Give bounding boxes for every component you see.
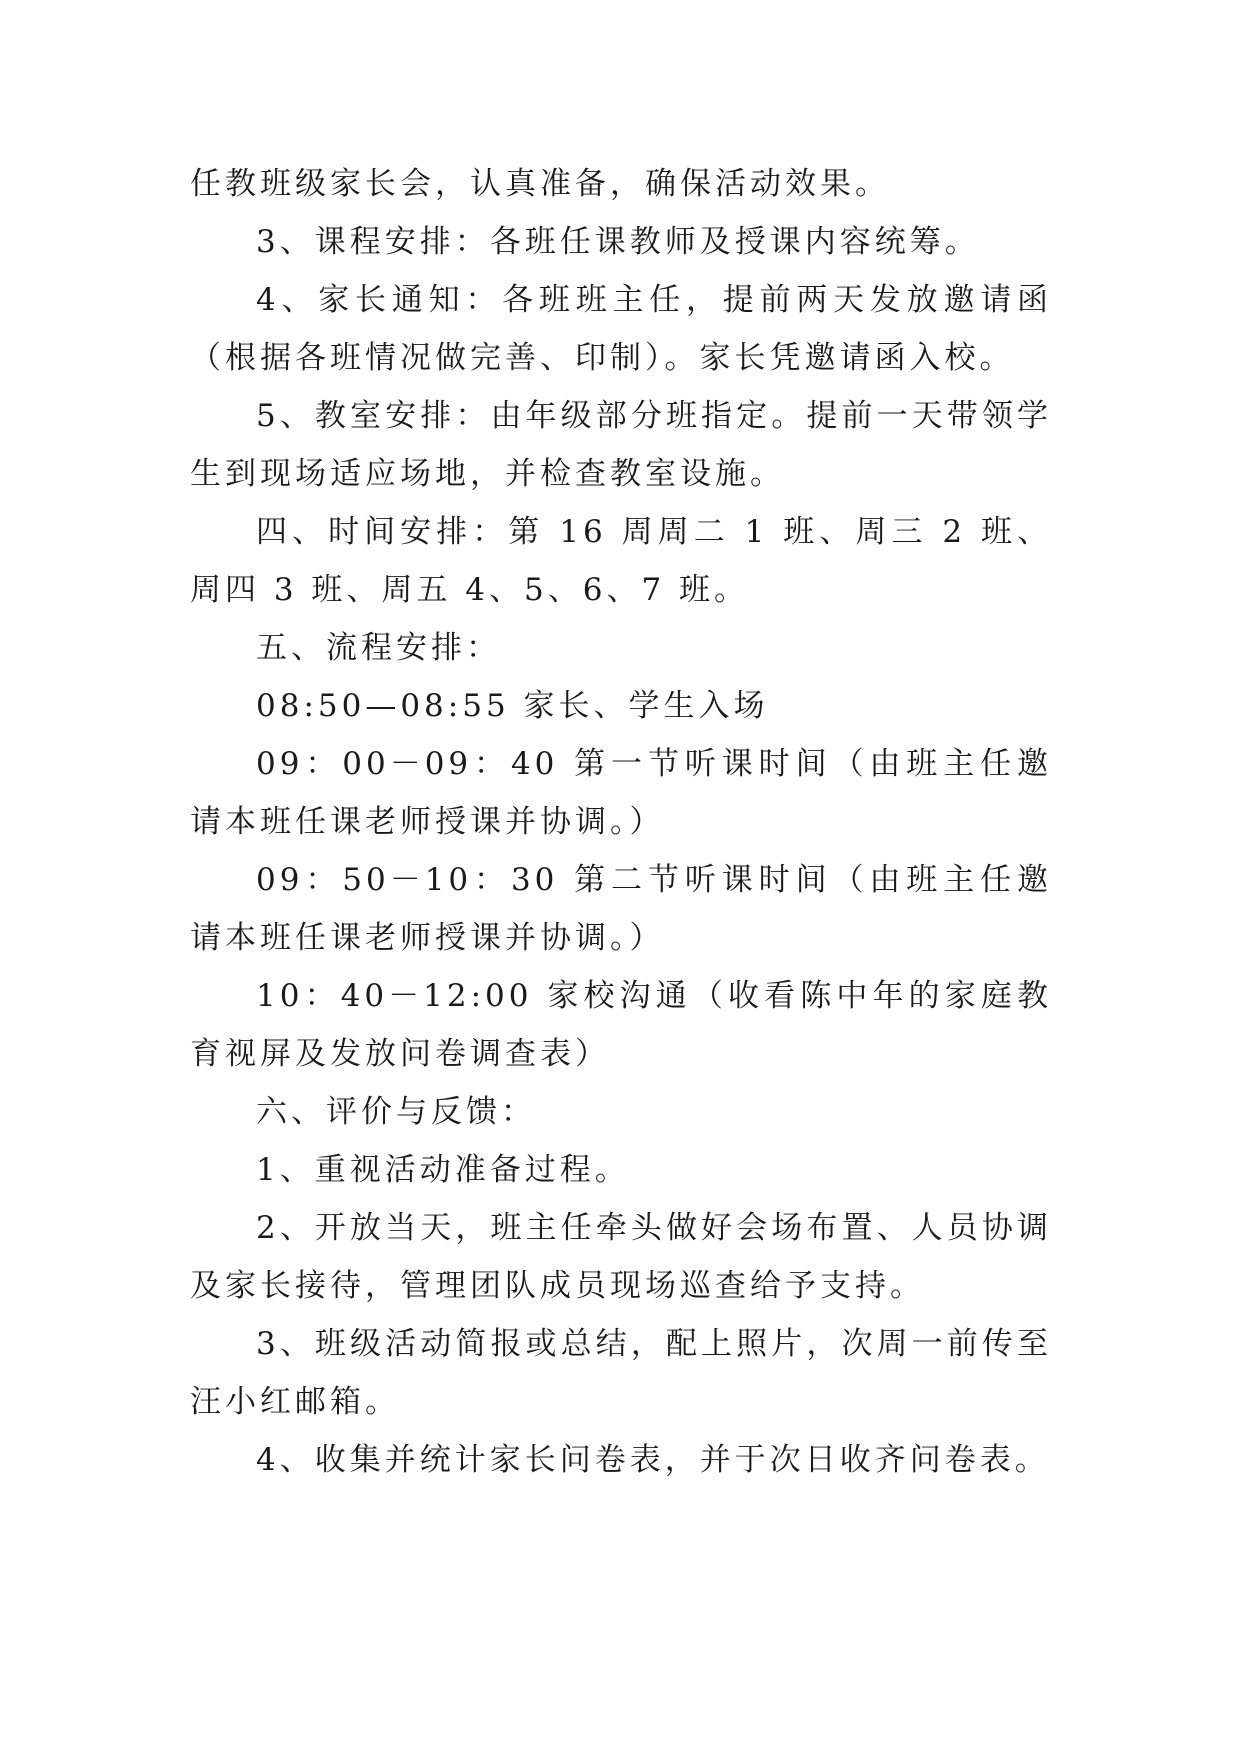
evaluation-item-2: 2、开放当天，班主任牵头做好会场布置、人员协调及家长接待，管理团队成员现场巡查给予支持。 xyxy=(190,1210,1052,1304)
paragraph-parent-notice: 4、家长通知：各班班主任，提前两天发放邀请函（根据各班情况做完善、印制）。家长凭邀请函入校。 xyxy=(190,282,1052,376)
section-heading-evaluation: 六、评价与反馈： xyxy=(256,1094,536,1130)
paragraph-course-arrangement: 3、课程安排：各班任课教师及授课内容统筹。 xyxy=(256,224,980,260)
evaluation-item-3: 3、班级活动简报或总结，配上照片，次周一前传至汪小红邮箱。 xyxy=(190,1326,1052,1420)
paragraph-classroom-arrangement: 5、教室安排：由年级部分班指定。提前一天带领学生到现场适应场地，并检查教室设施。 xyxy=(190,398,1052,492)
schedule-item-entry: 08:50—08:55 家长、学生入场 xyxy=(256,688,769,724)
paragraph-time-arrangement: 四、时间安排：第 16 周周二 1 班、周三 2 班、周四 3 班、周五 4、5、6、7 班。 xyxy=(190,514,1052,608)
schedule-item-second-lesson: 09：50－10：30 第二节听课时间（由班主任邀请本班任课老师授课并协调。） xyxy=(190,862,1052,956)
section-heading-schedule: 五、流程安排： xyxy=(256,630,501,666)
paragraph-continuation: 任教班级家长会，认真准备，确保活动效果。 xyxy=(190,166,890,202)
schedule-item-first-lesson: 09：00－09：40 第一节听课时间（由班主任邀请本班任课老师授课并协调。） xyxy=(190,746,1052,840)
evaluation-item-4: 4、收集并统计家长问卷表，并于次日收齐问卷表。 xyxy=(256,1442,1050,1478)
schedule-item-home-school-communication: 10：40－12:00 家校沟通（收看陈中年的家庭教育视屏及发放问卷调查表） xyxy=(190,978,1052,1072)
document-body xyxy=(190,155,1052,1489)
evaluation-item-1: 1、重视活动准备过程。 xyxy=(256,1152,630,1188)
